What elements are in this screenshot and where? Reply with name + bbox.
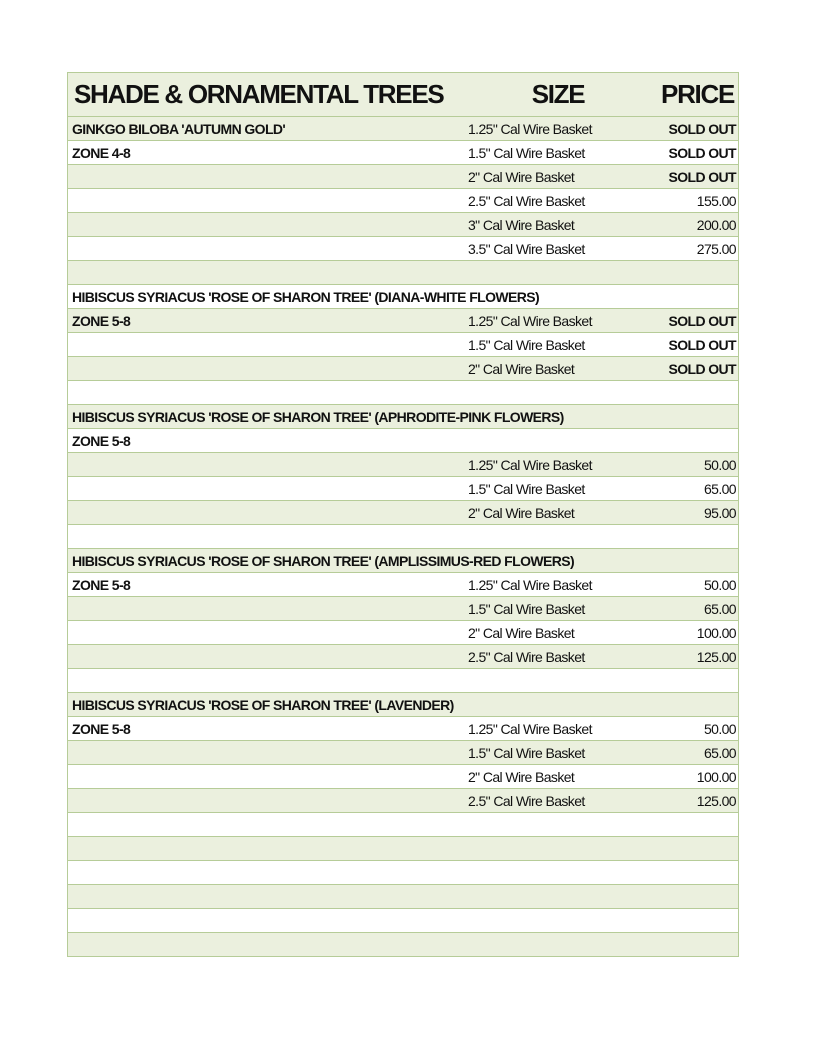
size-cell: 1.25" Cal Wire Basket [468,120,592,137]
price-cell: 65.00 [703,744,736,761]
size-cell: 2" Cal Wire Basket [468,624,575,641]
size-cell: 1.25" Cal Wire Basket [468,576,592,593]
price-cell: SOLD OUT [668,336,736,353]
price-cell: SOLD OUT [668,312,736,329]
table-row [68,381,738,405]
table-row [68,621,738,645]
price-cell: 50.00 [703,720,736,737]
product-name-cell: ZONE 5-8 [72,720,131,737]
table-row [68,909,738,933]
table-row [68,333,738,357]
size-cell: 1.5" Cal Wire Basket [468,600,585,617]
table-row [68,525,738,549]
table-row [68,885,738,909]
size-cell: 2.5" Cal Wire Basket [468,192,585,209]
table-row [68,645,738,669]
table-row [68,813,738,837]
table-row [68,597,738,621]
table-row [68,357,738,381]
header-size: SIZE [531,79,585,109]
size-cell: 2" Cal Wire Basket [468,768,575,785]
table-row [68,837,738,861]
table-row [68,309,738,333]
table-row [68,669,738,693]
product-name-cell: ZONE 4-8 [72,144,131,161]
size-cell: 1.5" Cal Wire Basket [468,144,585,161]
price-cell: 200.00 [696,216,736,233]
table-row [68,285,738,309]
size-cell: 1.25" Cal Wire Basket [468,456,592,473]
table-row [68,189,738,213]
price-cell: SOLD OUT [668,360,736,377]
price-cell: 100.00 [696,624,736,641]
size-cell: 2" Cal Wire Basket [468,168,575,185]
size-cell: 2" Cal Wire Basket [468,504,575,521]
price-cell: 65.00 [703,480,736,497]
table-row [68,933,738,957]
price-cell: 275.00 [696,240,736,257]
header-name: SHADE & ORNAMENTAL TREES [74,79,444,109]
price-cell: 50.00 [703,456,736,473]
price-cell: 155.00 [696,192,736,209]
product-name-cell: HIBISCUS SYRIACUS 'ROSE OF SHARON TREE' (AMPLISSIMUS-RED FLOWERS) [72,552,575,569]
price-cell: SOLD OUT [668,120,736,137]
table-row [68,405,738,429]
product-name-cell: HIBISCUS SYRIACUS 'ROSE OF SHARON TREE' (DIANA-WHITE FLOWERS) [72,288,540,305]
table-row [68,717,738,741]
price-cell: 50.00 [703,576,736,593]
table-header [68,73,738,117]
table-row [68,237,738,261]
table-row [68,765,738,789]
table-row [68,453,738,477]
product-name-cell: ZONE 5-8 [72,576,131,593]
size-cell: 2.5" Cal Wire Basket [468,792,585,809]
header-price: PRICE [661,79,734,109]
size-cell: 3" Cal Wire Basket [468,216,575,233]
table-row [68,429,738,453]
product-name-cell: ZONE 5-8 [72,432,131,449]
size-cell: 1.25" Cal Wire Basket [468,312,592,329]
size-cell: 1.5" Cal Wire Basket [468,336,585,353]
product-name-cell: HIBISCUS SYRIACUS 'ROSE OF SHARON TREE' (APHRODITE-PINK FLOWERS) [72,408,564,425]
table-row [68,165,738,189]
product-name-cell: ZONE 5-8 [72,312,131,329]
price-cell: 100.00 [696,768,736,785]
price-cell: SOLD OUT [668,144,736,161]
table-row [68,501,738,525]
table-row [68,573,738,597]
size-cell: 1.5" Cal Wire Basket [468,744,585,761]
product-name-cell: GINKGO BILOBA 'AUTUMN GOLD' [72,120,286,137]
size-cell: 3.5" Cal Wire Basket [468,240,585,257]
table-row [68,261,738,285]
price-cell: 65.00 [703,600,736,617]
table-row [68,141,738,165]
table-row [68,789,738,813]
price-cell: SOLD OUT [668,168,736,185]
product-name-cell: HIBISCUS SYRIACUS 'ROSE OF SHARON TREE' (LAVENDER) [72,696,454,713]
table-row [68,117,738,141]
table-row [68,741,738,765]
table-row [68,549,738,573]
price-list-table [67,72,739,957]
size-cell: 2" Cal Wire Basket [468,360,575,377]
table-body [68,117,738,957]
table-row [68,213,738,237]
size-cell: 1.25" Cal Wire Basket [468,720,592,737]
table-row [68,477,738,501]
price-cell: 95.00 [703,504,736,521]
price-cell: 125.00 [696,792,736,809]
table-row [68,693,738,717]
table-row [68,861,738,885]
size-cell: 1.5" Cal Wire Basket [468,480,585,497]
price-cell: 125.00 [696,648,736,665]
size-cell: 2.5" Cal Wire Basket [468,648,585,665]
